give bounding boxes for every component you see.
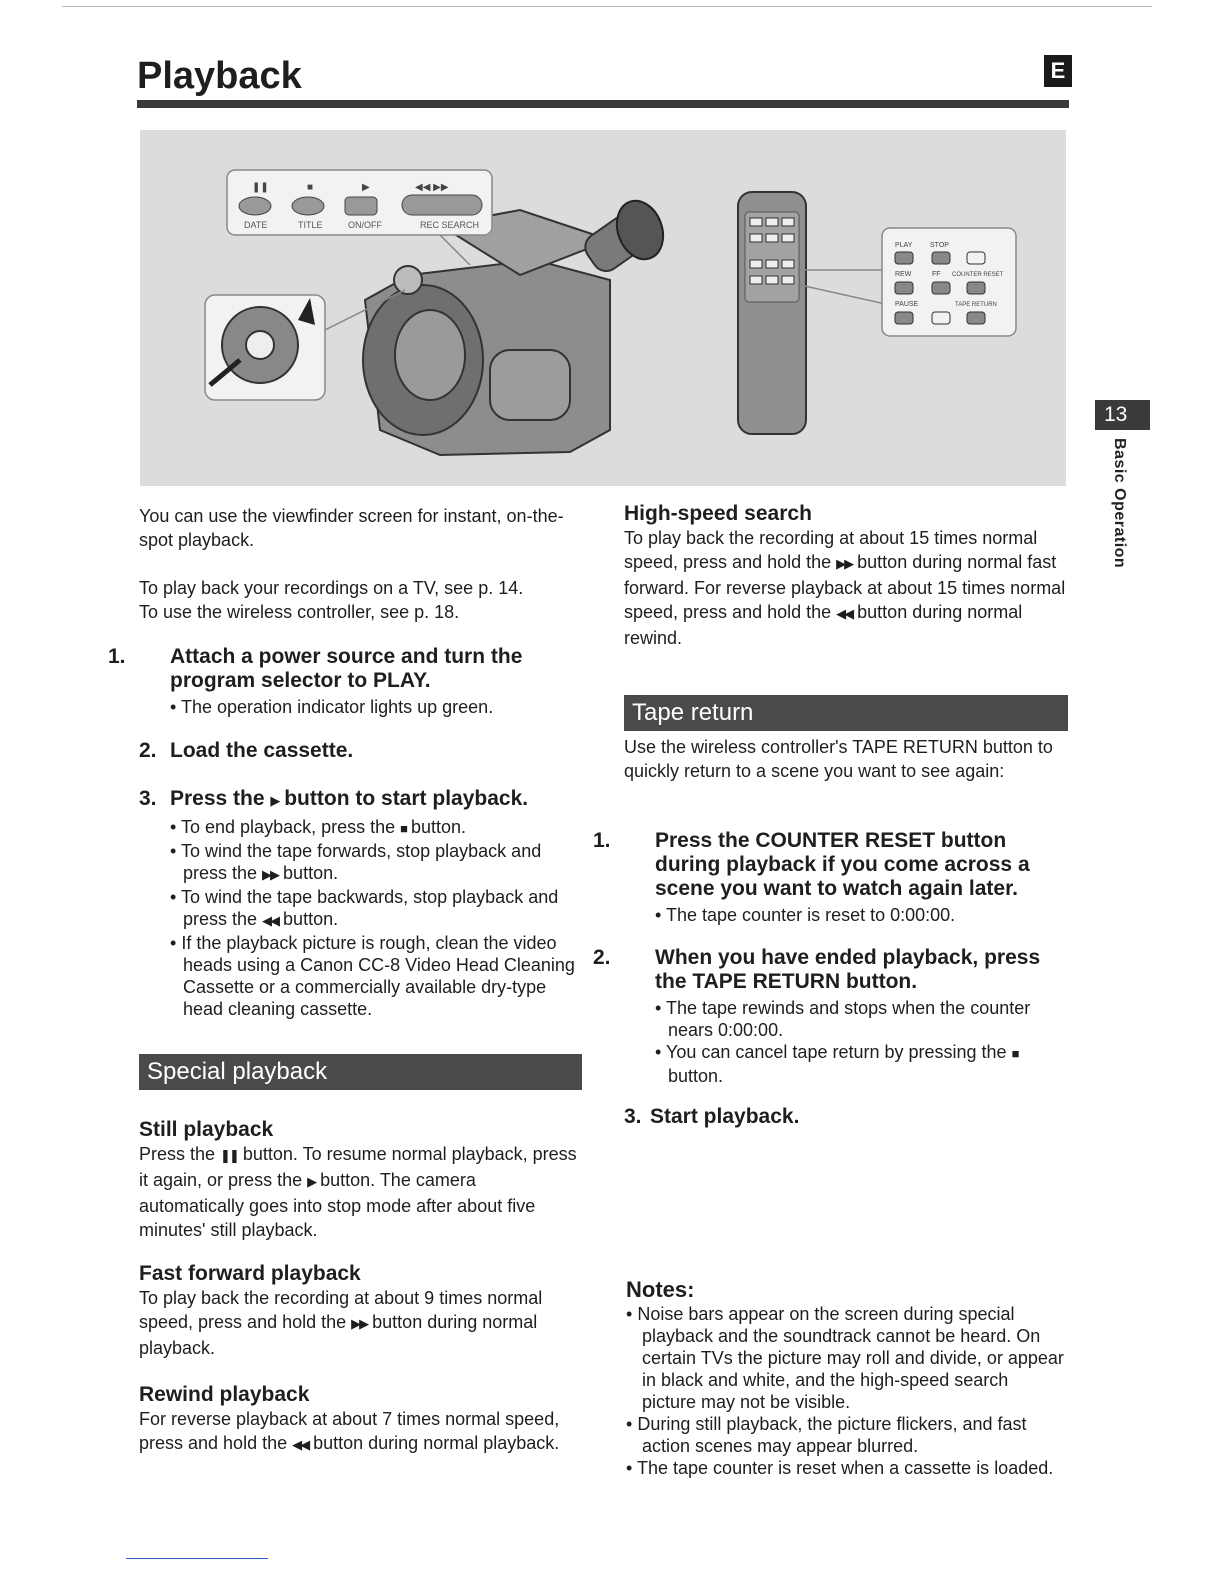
page-title: Playback <box>137 55 302 97</box>
notes-section <box>626 1277 1066 1479</box>
step-3-bullet-2-pre: To wind the tape forwards, stop playback and press the <box>181 841 542 883</box>
title-button-label: TITLE <box>298 220 323 230</box>
bullet-icon: • <box>626 1414 633 1434</box>
onoff-button-label: ON/OFF <box>348 220 382 230</box>
ff-text-post: button during normal playback. <box>139 1312 538 1358</box>
step-1-text: Attach a power source and turn the program selector to PLAY. <box>170 645 523 692</box>
bullet-icon: • <box>170 817 177 837</box>
fast-forward-icon: ▶▶ <box>836 556 853 571</box>
rew-text-pre: For reverse playback at about 7 times normal speed, press and hold the <box>139 1409 560 1453</box>
svg-text:■: ■ <box>307 182 314 193</box>
section-side-label: Basic Operation <box>1111 438 1128 569</box>
bullet-icon: • <box>655 905 662 925</box>
tr-step-3-number: 3. <box>624 1105 642 1128</box>
rewind-icon: ◀◀ <box>292 1437 309 1452</box>
step-3-bullet-2-post: button. <box>278 863 339 883</box>
bullet-icon: • <box>170 841 177 861</box>
note-1: Noise bars appear on the screen during special playback and the soundtrack cannot be heard. On certain TVs the picture may roll and divide, or appear in black and white, and the high-speed search picture may not be visible. <box>637 1304 1064 1412</box>
play-icon: ▶ <box>270 793 279 808</box>
tr-step-1-bullet-1: The tape counter is reset to 0:00:00. <box>666 905 956 925</box>
step-1-number: 1. <box>108 645 126 668</box>
page-number-tab: 13 <box>1095 400 1150 430</box>
rew-text-post: button during normal playback. <box>308 1433 560 1453</box>
panel-rew-label: REW <box>895 271 912 278</box>
panel-pause-label: PAUSE <box>895 301 919 308</box>
tr-step-2-bullet-2-pre: You can cancel tape return by pressing the <box>666 1042 1012 1062</box>
top-rule <box>62 6 1152 7</box>
bullet-icon: • <box>626 1458 633 1478</box>
step-1-bullet-1: The operation indicator lights up green. <box>181 697 494 717</box>
controller-reference: To use the wireless controller, see p. 18. <box>139 602 460 622</box>
fast-forward-heading: Fast forward playback <box>139 1262 361 1285</box>
date-button-label: DATE <box>244 220 268 230</box>
rec-search-label: REC SEARCH <box>420 220 480 230</box>
tr-step-2-number: 2. <box>593 946 611 969</box>
bullet-icon: • <box>170 933 177 953</box>
panel-counter-reset-label: COUNTER RESET <box>952 272 1004 278</box>
remote-button-panel <box>882 228 1016 336</box>
still-text-mid: button. To resume normal playback, press it again, or press the <box>139 1144 577 1190</box>
step-3-bullet-3-post: button. <box>278 909 339 929</box>
panel-stop-label: STOP <box>930 242 949 249</box>
title-underline-bar <box>137 100 1069 108</box>
svg-text:❚❚: ❚❚ <box>252 182 269 193</box>
step-3-number: 3. <box>139 787 157 810</box>
rewind-heading: Rewind playback <box>139 1383 310 1406</box>
ff-text-pre: To play back the recording at about 9 times normal speed, press and hold the <box>139 1288 543 1332</box>
camcorder-illustration <box>140 130 1066 486</box>
step-3 <box>139 787 584 1020</box>
panel-play-label: PLAY <box>895 242 913 249</box>
step-3-text-pre: Press the <box>170 787 271 810</box>
hs-text-mid: button during normal fast forward. For reverse playback at about 15 times normal speed, press and hold the <box>624 552 1066 622</box>
rewind-playback-section <box>139 1383 584 1457</box>
fast-forward-icon: ▶▶ <box>351 1316 368 1331</box>
bullet-icon: • <box>170 697 177 717</box>
still-text-post: button. The camera automatically goes into stop mode after about five minutes' still playback. <box>139 1170 536 1240</box>
step-2-text: Load the cassette. <box>170 739 354 762</box>
camcorder-drawing <box>140 130 1066 486</box>
tv-reference: To play back your recordings on a TV, see p. 14. <box>139 578 524 598</box>
still-playback-heading: Still playback <box>139 1118 274 1141</box>
hs-text-pre: To play back the recording at about 15 times normal speed, press and hold the <box>624 528 1038 572</box>
high-speed-search-heading: High-speed search <box>624 502 812 525</box>
intro-paragraph: You can use the viewfinder screen for instant, on-the-spot playback. <box>139 506 564 550</box>
still-text-pre: Press the <box>139 1144 221 1164</box>
note-3: The tape counter is reset when a cassette is loaded. <box>637 1458 1054 1478</box>
tr-step-2-bullet-2-post: button. <box>668 1066 724 1086</box>
tape-return-intro: Use the wireless controller's TAPE RETURN button to quickly return to a scene you want to see again: <box>624 737 1053 781</box>
pause-icon: ❚❚ <box>220 1148 238 1163</box>
still-playback-section <box>139 1118 584 1242</box>
notes-heading: Notes: <box>626 1277 695 1302</box>
fast-forward-icon: ▶▶ <box>262 867 279 882</box>
step-2 <box>139 739 559 763</box>
bullet-icon: • <box>655 998 662 1018</box>
tr-step-2-text: When you have ended playback, press the TAPE RETURN button. <box>655 946 1041 993</box>
panel-tape-return-label: TAPE RETURN <box>955 302 997 308</box>
tape-return-step-2 <box>593 946 1064 1087</box>
step-1 <box>108 645 559 718</box>
tape-return-heading: Tape return <box>624 695 1068 731</box>
stop-icon: ■ <box>1011 1046 1018 1061</box>
svg-text:◀◀ ▶▶: ◀◀ ▶▶ <box>415 182 449 193</box>
tape-return-step-3 <box>624 1105 1044 1129</box>
special-playback-heading: Special playback <box>139 1054 582 1090</box>
language-badge: E <box>1044 55 1072 87</box>
step-2-number: 2. <box>139 739 157 762</box>
tape-return-step-1 <box>593 829 1044 926</box>
button-callout <box>227 170 492 265</box>
tr-step-2-bullet-1: The tape rewinds and stops when the counter nears 0:00:00. <box>666 998 1031 1040</box>
bullet-icon: • <box>655 1042 662 1062</box>
stop-icon: ■ <box>400 821 406 836</box>
tr-step-3-text: Start playback. <box>650 1105 800 1128</box>
high-speed-search-section <box>624 502 1069 650</box>
step-3-bullet-1-pre: To end playback, press the <box>181 817 401 837</box>
step-3-bullet-4: If the playback picture is rough, clean the video heads using a Canon CC-8 Video Head Cleaning Cassette or a commercially available dry-type head cleaning cassette. <box>181 933 575 1019</box>
rewind-icon: ◀◀ <box>262 913 279 928</box>
footer-rule <box>126 1558 268 1559</box>
intro-references <box>139 576 579 624</box>
step-3-bullet-1-post: button. <box>406 817 467 837</box>
bullet-icon: • <box>170 887 177 907</box>
bullet-icon: • <box>626 1304 633 1324</box>
step-3-bullet-3-pre: To wind the tape backwards, stop playback and press the <box>181 887 559 929</box>
svg-text:▶: ▶ <box>362 182 370 193</box>
rewind-icon: ◀◀ <box>836 606 853 621</box>
play-icon: ▶ <box>307 1174 316 1189</box>
tr-step-1-number: 1. <box>593 829 611 852</box>
hs-text-post: button during normal rewind. <box>624 602 1023 648</box>
step-3-text-post: button to start playback. <box>278 787 529 810</box>
panel-ff-label: FF <box>932 271 941 278</box>
tr-step-1-text: Press the COUNTER RESET button during playback if you come across a scene you want to watch again later. <box>655 829 1030 900</box>
wireless-controller <box>738 192 890 434</box>
fast-forward-playback-section <box>139 1262 584 1360</box>
note-2: During still playback, the picture flickers, and fast action scenes may appear blurred. <box>637 1414 1027 1456</box>
